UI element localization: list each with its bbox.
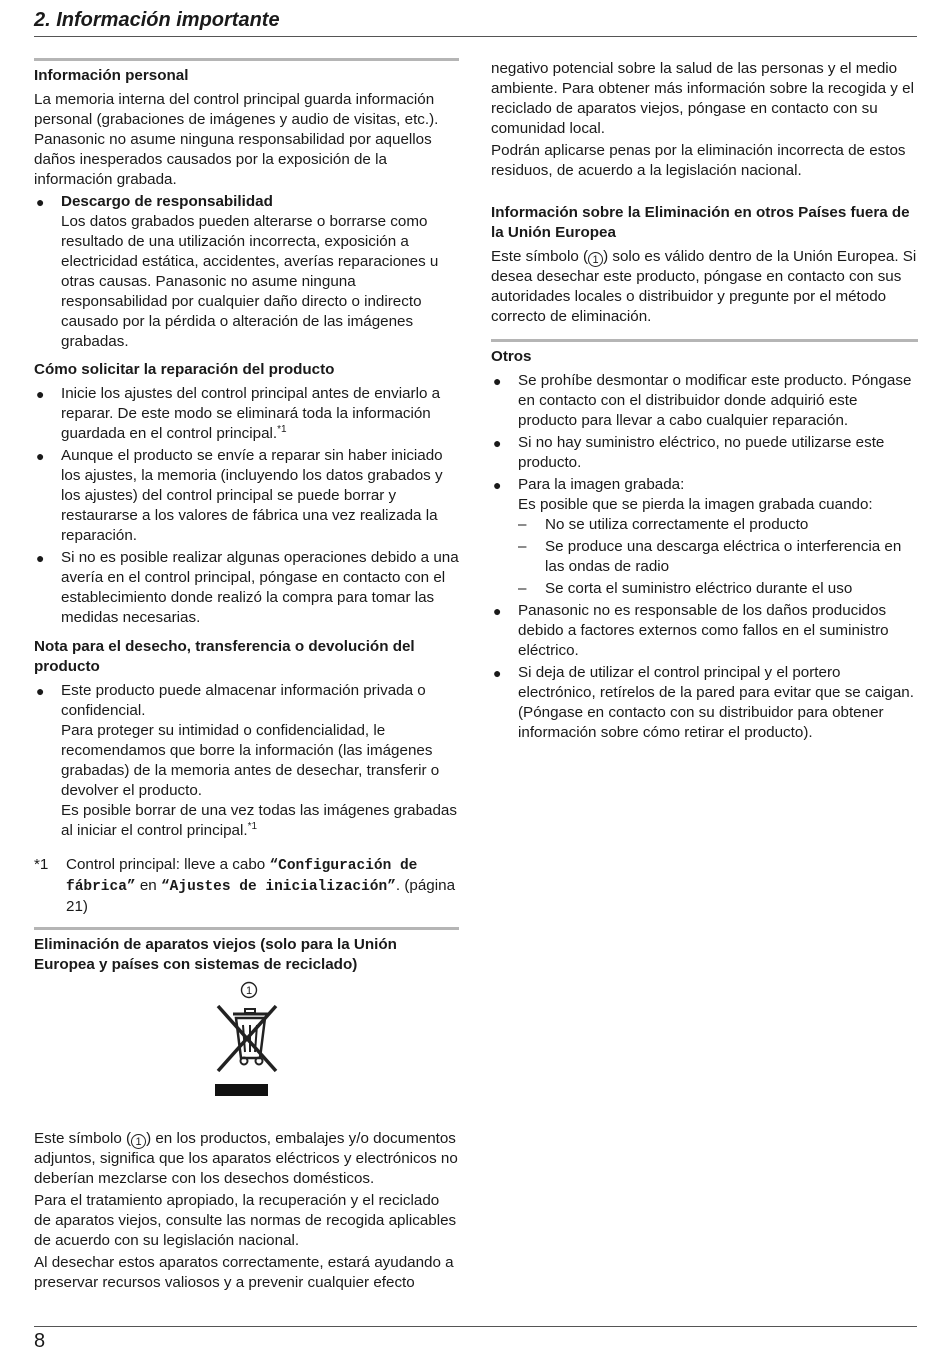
section-eu-disposal [34,927,459,1293]
bullet-text: Si deja de utilizar el control principal y el portero electrónico, retírelos de la pared para evitar que se caigan. (Póngase en contacto con su distribuidor para obtener información sobre cómo retirar el producto). [518,664,914,741]
list-item [491,371,918,431]
bullet-icon: ● [493,603,502,619]
section-title: Información personal [34,67,189,84]
bullet-text: Si no hay suministro eléctrico, no puede utilizarse este producto. [518,434,885,471]
page-title: 2. Información importante [34,9,280,31]
footnote-text: en [135,877,161,894]
sub-list-item [518,579,918,599]
sub-list-text: Se corta el suministro eléctrico durante el uso [545,580,853,597]
paragraph: negativo potencial sobre la salud de las personas y el medio ambiente. Para obtener más información sobre la recogida y el reciclado de aparatos viejos, póngase en contacto con su comunidad local. [491,60,914,137]
dash-icon: – [518,538,527,555]
bullet-text: Los datos grabados pueden alterarse o borrarse como resultado de una utilización incorrecta, exposición a electricidad estática, accidentes, averías reparaciones u otras causas. Panasonic no asume ninguna responsabilidad por cualquier daño directo o indirecto causado por la pérdida o alteración de las imágenes grabadas. [61,213,439,350]
bullet-text: Este producto puede almacenar información privada o confidencial. [61,682,426,719]
section-title: Información sobre la Eliminación en otros Países fuera de la Unión Europea [491,204,910,241]
section-personal-info [34,58,459,352]
bullet-title: Descargo de responsabilidad [61,193,273,210]
paragraph: Podrán aplicarse penas por la eliminación incorrecta de estos residuos, de acuerdo a la legislación nacional. [491,142,906,179]
bullet-icon: ● [36,386,45,402]
section-others [491,339,918,743]
sub-list-item [518,515,918,535]
paragraph: Para el tratamiento apropiado, la recuperación y el reciclado de aparatos viejos, consulte las normas de recogida aplicables de acuerdo con su legislación nacional. [34,1192,457,1249]
weee-symbol [34,981,459,1121]
bullet-icon: ● [36,194,45,210]
footnote-ref: *1 [247,820,258,832]
section-title: Nota para el desecho, transferencia o devolución del producto [34,638,415,675]
list-item [34,681,459,841]
dash-icon: – [518,516,527,533]
bullet-text: Es posible que se pierda la imagen grabada cuando: [518,496,873,513]
section-disposal-note [34,637,459,841]
bullet-text: Si no es posible realizar algunas operaciones debido a una avería en el control principal, póngase en contacto con el establecimiento donde realizó la compra para tomar las medidas necesarias. [61,549,459,626]
bullet-text: Panasonic no es responsable de los daños producidos debido a factores externos como fallos en el suministro eléctrico. [518,602,889,659]
list-item [34,192,459,352]
section-outside-eu [491,203,918,327]
dash-icon: – [518,580,527,597]
bullet-icon: ● [36,448,45,464]
sub-list-item [518,537,918,577]
bullet-text: Para proteger su intimidad o confidencialidad, le recomendamos que borre la información (las imágenes grabadas) de la memoria antes de desechar, transferir o devolver el producto. [61,722,440,799]
paragraph-text: ) solo es válido dentro de la Unión Europea. Si desea desechar este producto, póngase en contacto con sus autoridades locales o distribuidor y pregunte por el método correcto de eliminación. [491,248,917,325]
footnote [34,855,459,917]
sub-list-text: Se produce una descarga eléctrica o interferencia en las ondas de radio [545,538,902,575]
list-item [491,475,918,599]
page-header [34,6,917,37]
footnote-ref: *1 [277,423,287,435]
list-item [34,384,459,444]
paragraph-text: Este símbolo ( [491,248,589,265]
bullet-icon: ● [493,665,502,681]
paragraph: La memoria interna del control principal guarda información personal (grabaciones de imágenes y audio de visitas, etc.). Panasonic no asume ninguna responsabilidad por aquellos daños inesperados causados por la exposición de la información grabada. [34,91,439,188]
symbol-marker-label: 1 [245,985,253,997]
crossed-bin-icon [210,981,290,1105]
bullet-icon: ● [36,683,45,699]
section-repair [34,360,459,628]
bullet-icon: ● [493,435,502,451]
paragraph: Al desechar estos aparatos correctamente, estará ayudando a preservar recursos valiosos y a prevenir cualquier efecto [34,1254,454,1291]
footnote-text: Control principal: lleve a cabo [66,856,270,873]
footnote-text: . (página 21) [66,877,456,915]
footnote-mark: *1 [34,856,49,873]
list-item [34,446,459,546]
symbol-marker-1: 1 [131,1134,146,1149]
paragraph [34,1129,459,1189]
bullet-text: Es posible borrar de una vez todas las imágenes grabadas al iniciar el control principal. [61,802,457,839]
list-item [491,433,918,473]
section-title: Otros [491,348,532,365]
symbol-marker-1: 1 [588,252,603,267]
bullet-icon: ● [36,550,45,566]
bullet-text: Se prohíbe desmontar o modificar este producto. Póngase en contacto con el distribuidor donde adquirió este producto para llevar a cabo cualquier reparación. [518,372,912,429]
bullet-icon: ● [493,373,502,389]
paragraph-text: Este símbolo ( [34,1130,132,1147]
menu-path-code: “Configuración de fábrica” [66,858,418,895]
sub-list-text: No se utiliza correctamente el producto [545,516,809,533]
left-column [34,58,459,1295]
paragraph [491,247,918,327]
bullet-text: Inicie los ajustes del control principal antes de enviarlo a reparar. De este modo se eliminará toda la información guardada en el control principal. [61,385,441,442]
right-column [491,59,918,745]
list-item [34,548,459,628]
bullet-text: Para la imagen grabada: [518,476,685,493]
paragraph-text: ) en los productos, embalajes y/o documentos adjuntos, significa que los aparatos eléctricos y electrónicos no deberían mezclarse con los desechos domésticos. [34,1130,458,1187]
section-title: Eliminación de aparatos viejos (solo para la Unión Europea y países con sistemas de reciclado) [34,936,397,973]
section-title: Cómo solicitar la reparación del producto [34,361,335,378]
list-item [491,663,918,743]
list-item [491,601,918,661]
page-number: 8 [34,1330,46,1352]
bullet-text: Aunque el producto se envíe a reparar sin haber iniciado los ajustes, la memoria (incluyendo los datos grabados y los ajustes) del control principal se puede borrar y restaurarse a los valores de fábrica una vez realizada la reparación. [61,447,443,544]
footer-rule [34,1326,917,1327]
menu-path-code: “Ajustes de inicialización” [160,879,396,895]
bullet-icon: ● [493,477,502,493]
